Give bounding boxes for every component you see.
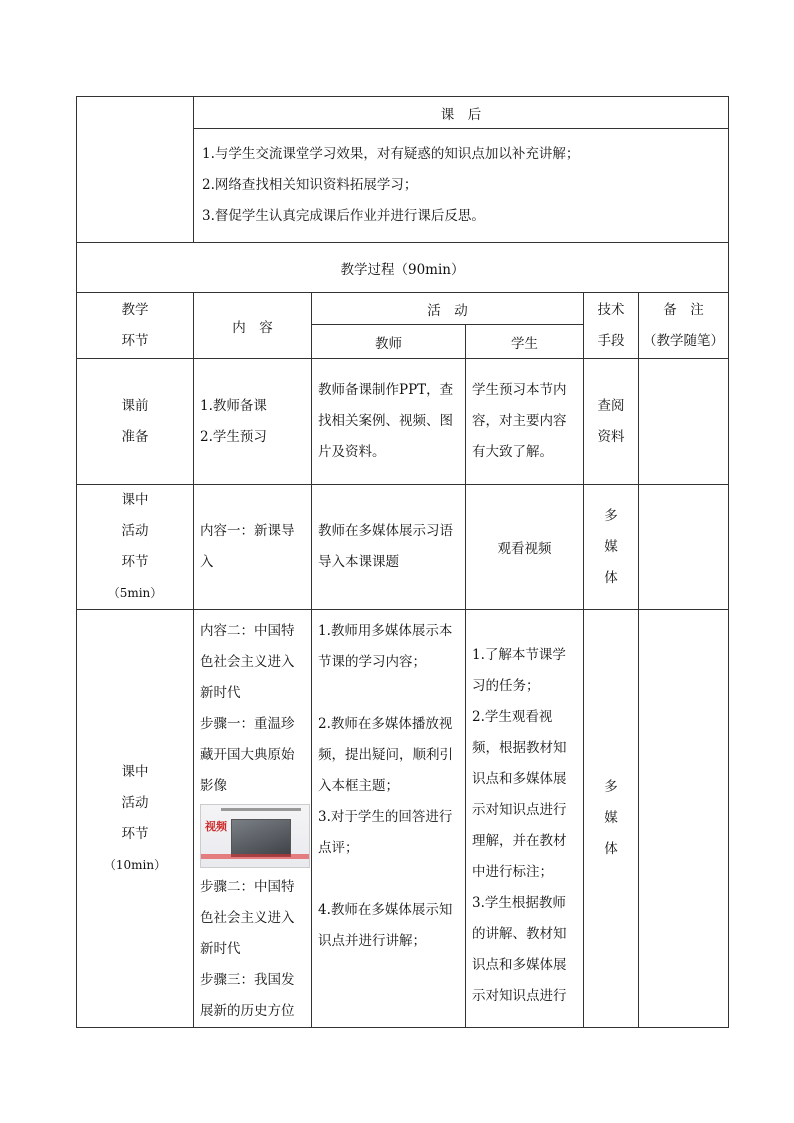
header-stage-line: 教学	[121, 301, 149, 318]
header-notes-line: （教学随笔）	[643, 332, 724, 349]
content-line: 2.学生预习	[200, 428, 267, 445]
stage-line: （5min）	[107, 586, 163, 600]
tech-cell	[584, 359, 639, 485]
thumbnail-photo	[231, 819, 291, 857]
header-tech-line: 手段	[597, 332, 625, 349]
content-line: 1.教师备课	[200, 397, 267, 414]
content-cell	[194, 610, 312, 1028]
video-thumbnail	[200, 804, 310, 868]
stage-line: 环节	[121, 554, 149, 570]
notes-cell	[639, 359, 729, 485]
after-class-item: 2.网络查找相关知识资料拓展学习；	[202, 177, 418, 193]
after-class-item: 3.督促学生认真完成课后作业并进行课后反思。	[202, 208, 485, 224]
thumbnail-label: 视频	[205, 820, 227, 833]
tech-line: 资料	[597, 428, 625, 445]
header-teacher: 教师	[312, 325, 466, 359]
stage-line: 课中	[121, 492, 149, 508]
content-line: 步骤一：重温珍藏开国大典原始影像	[200, 716, 295, 794]
tech-line: 查阅	[597, 397, 625, 414]
tech-line: 体	[604, 569, 618, 586]
student-activity-cell: 观看视频	[466, 485, 584, 610]
notes-cell	[639, 485, 729, 610]
thumbnail-caption-bar	[221, 808, 301, 811]
tech-line: 多	[604, 507, 618, 524]
content-cell: 内容一：新课导入	[194, 485, 312, 610]
teacher-activity-line: 1.教师用多媒体展示本节课的学习内容；	[318, 623, 453, 670]
stage-line: 活动	[121, 794, 149, 811]
header-activity: 活 动	[312, 293, 584, 325]
header-stage	[77, 293, 194, 359]
stage-cell	[77, 359, 194, 485]
header-student: 学生	[466, 325, 584, 359]
stage-cell	[77, 485, 194, 610]
student-activity-cell	[466, 610, 584, 1028]
stage-cell	[77, 610, 194, 1028]
header-tech	[584, 293, 639, 359]
teacher-activity-cell: 教师在多媒体展示习语导入本课课题	[312, 485, 466, 610]
lesson-plan-table	[76, 96, 729, 1028]
stage-line: 环节	[121, 825, 149, 842]
notes-cell	[639, 610, 729, 1028]
teacher-activity-line: 3.对于学生的回答进行点评；	[318, 809, 453, 856]
stage-line: （10min）	[103, 857, 167, 872]
student-activity-line: 3.学生根据教师的讲解、教材知识点和多媒体展示对知识点进行	[472, 895, 567, 1004]
header-notes-line: 备 注	[663, 301, 704, 318]
student-activity-line: 1.了解本节课学习的任务；	[472, 647, 566, 694]
after-class-item: 1.与学生交流课堂学习效果，对有疑惑的知识点加以补充讲解；	[202, 146, 580, 162]
after-class-title: 课 后	[194, 97, 729, 129]
tech-line: 体	[604, 841, 618, 857]
blank-cell	[77, 97, 194, 243]
teacher-activity-line: 2.教师在多媒体播放视频，提出疑问，顺利引入本框主题；	[318, 716, 453, 794]
stage-line: 活动	[121, 523, 149, 539]
tech-cell	[584, 610, 639, 1028]
teacher-activity-line: 4.教师在多媒体展示知识点并进行讲解；	[318, 902, 453, 949]
tech-line: 多	[604, 779, 618, 795]
process-title: 教学过程（90min）	[77, 243, 729, 293]
teacher-activity-cell	[312, 610, 466, 1028]
content-cell	[194, 359, 312, 485]
stage-line: 准备	[121, 428, 149, 445]
content-line: 内容二：中国特色社会主义进入新时代	[200, 623, 295, 701]
header-tech-line: 技术	[597, 301, 625, 318]
stage-line: 课中	[121, 763, 149, 780]
header-notes	[639, 293, 729, 359]
tech-line: 媒	[604, 538, 618, 555]
content-line: 步骤三：我国发展新的历史方位	[200, 972, 295, 1019]
thumbnail-ribbon	[201, 854, 309, 859]
student-activity-cell: 学生预习本节内容，对主要内容有大致了解。	[466, 359, 584, 485]
teacher-activity-cell: 教师备课制作PPT，查找相关案例、视频、图片及资料。	[312, 359, 466, 485]
stage-line: 课前	[121, 397, 149, 414]
student-activity-line: 2.学生观看视频，根据教材知识点和多媒体展示对知识点进行理解，并在教材中进行标注；	[472, 709, 567, 880]
header-content: 内 容	[194, 293, 312, 359]
content-line: 步骤二：中国特色社会主义进入新时代	[200, 879, 295, 957]
tech-cell	[584, 485, 639, 610]
tech-line: 媒	[604, 810, 618, 826]
header-stage-line: 环节	[121, 332, 149, 349]
after-class-list	[194, 129, 729, 243]
